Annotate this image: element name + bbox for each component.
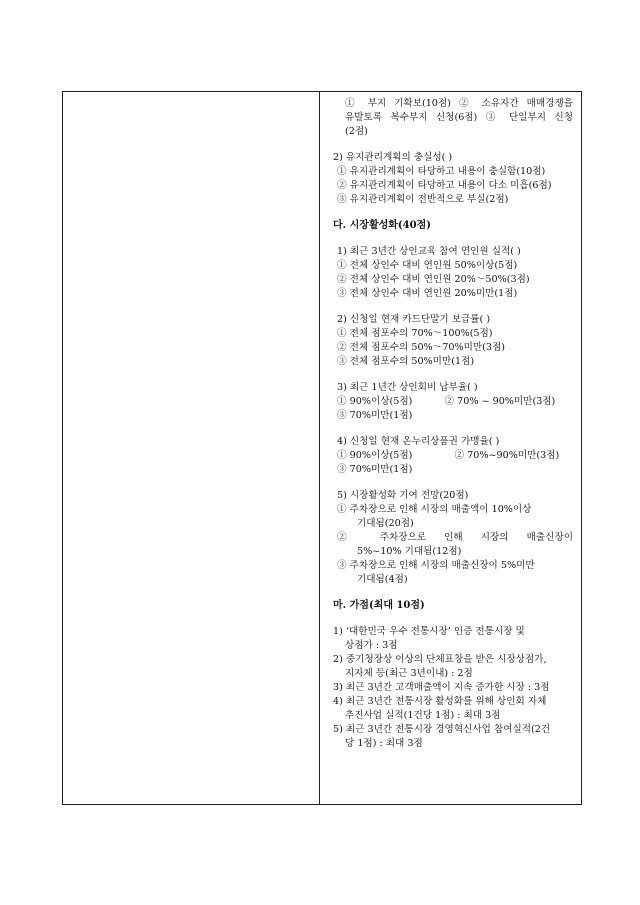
option-line	[333, 395, 573, 409]
option-2: ② 70%~90%미만(3점)	[454, 450, 560, 461]
section-heading: 마. 가점(최대 10점)	[333, 600, 425, 611]
option-line: ① 유지관리계획이 타당하고 내용이 충실함(10점)	[337, 166, 546, 177]
option-line: ① 전체 점포수의 70%～100%(5점)	[337, 328, 493, 339]
question-title: 3) 최근 1년간 상인회비 납부율( )	[337, 382, 478, 393]
bonus-line: 당 1점) : 최대 3점	[345, 738, 423, 749]
option-line: ③ 70%미만(1점)	[337, 410, 413, 421]
option-line: ③ 70%미만(1점)	[337, 464, 413, 475]
option-line: ③ 주차장으로 인해 시장의 매출신장이 5%미만	[337, 560, 535, 571]
table-right-cell	[321, 92, 581, 804]
text-line: (2점)	[345, 126, 368, 137]
option-2: ② 70% ~ 90%미만(3점)	[444, 396, 556, 407]
bonus-line: 1) ‘대한민국 우수 전통시장’ 인증 전통시장 및	[333, 626, 525, 637]
question-title: 4) 신청일 현재 온누리상품권 가맹율( )	[337, 436, 500, 447]
option-line: ③ 유지관리계획이 전반적으로 부실(2점)	[337, 194, 509, 205]
bonus-line: 5) 최근 3년간 전통시장 경영혁신사업 참여실적(2건	[333, 724, 551, 735]
bonus-line: 2) 중기청장상 이상의 단체표창을 받은 시장상점가,	[333, 654, 547, 665]
bonus-line: 4) 최근 3년간 전통시장 활성화를 위해 상인회 자체	[333, 696, 547, 707]
section-heading: 다. 시장활성화(40점)	[333, 220, 431, 231]
option-line: 기대됨(20점)	[357, 518, 414, 529]
question-title: 5) 시장활성화 기여 전망(20점)	[337, 490, 469, 501]
text-line: ① 부지 기확보(10점) ② 소유자간 매매경쟁을	[345, 98, 573, 109]
option-line: ③ 전체 상인수 대비 연인원 20%미만(1점)	[337, 288, 518, 299]
option-1: ① 90%이상(5점)	[337, 450, 413, 461]
option-line: ① 전체 상인수 대비 연인원 50%이상(5점)	[337, 260, 518, 271]
bonus-line: 지자체 등(최근 3년이내) : 2점	[345, 668, 473, 679]
table-left-cell	[63, 92, 320, 804]
bonus-line: 추진사업 실적(1건당 1점) : 최대 3점	[345, 710, 501, 721]
option-line	[333, 449, 573, 463]
question-title: 1) 최근 3년간 상인교육 참여 연인원 실적( )	[337, 246, 521, 257]
question-title: 2) 신청일 현재 카드단말기 보급률( )	[337, 314, 491, 325]
text-line: 유발토록 복수부지 신청(6점) ③ 단일부지 신청	[345, 112, 573, 123]
option-line: ② 주차장으로 인해 시장의 매출신장이	[337, 532, 573, 543]
criteria-table	[62, 91, 582, 805]
option-line: ① 주차장으로 인해 시장의 매출액이 10%이상	[337, 504, 532, 515]
option-line: 기대됨(4점)	[357, 574, 408, 585]
option-1: ① 90%이상(5점)	[337, 396, 413, 407]
option-line: ③ 전체 점포수의 50%미만(1점)	[337, 356, 475, 367]
bonus-line: 3) 최근 3년간 고객매출액이 지속 증가한 시장 : 3점	[333, 682, 550, 693]
option-line: ② 유지관리계획이 타당하고 내용이 다소 미흡(6점)	[337, 180, 552, 191]
item-title: 2) 유지관리계획의 충실성( )	[333, 152, 453, 163]
option-line: ② 전체 상인수 대비 연인원 20%～50%(3점)	[337, 274, 530, 285]
option-line: 5%~10% 기대됨(12점)	[357, 546, 462, 557]
option-line: ② 전체 점포수의 50%～70%미만(3점)	[337, 342, 505, 353]
bonus-line: 상점가 : 3점	[345, 640, 398, 651]
